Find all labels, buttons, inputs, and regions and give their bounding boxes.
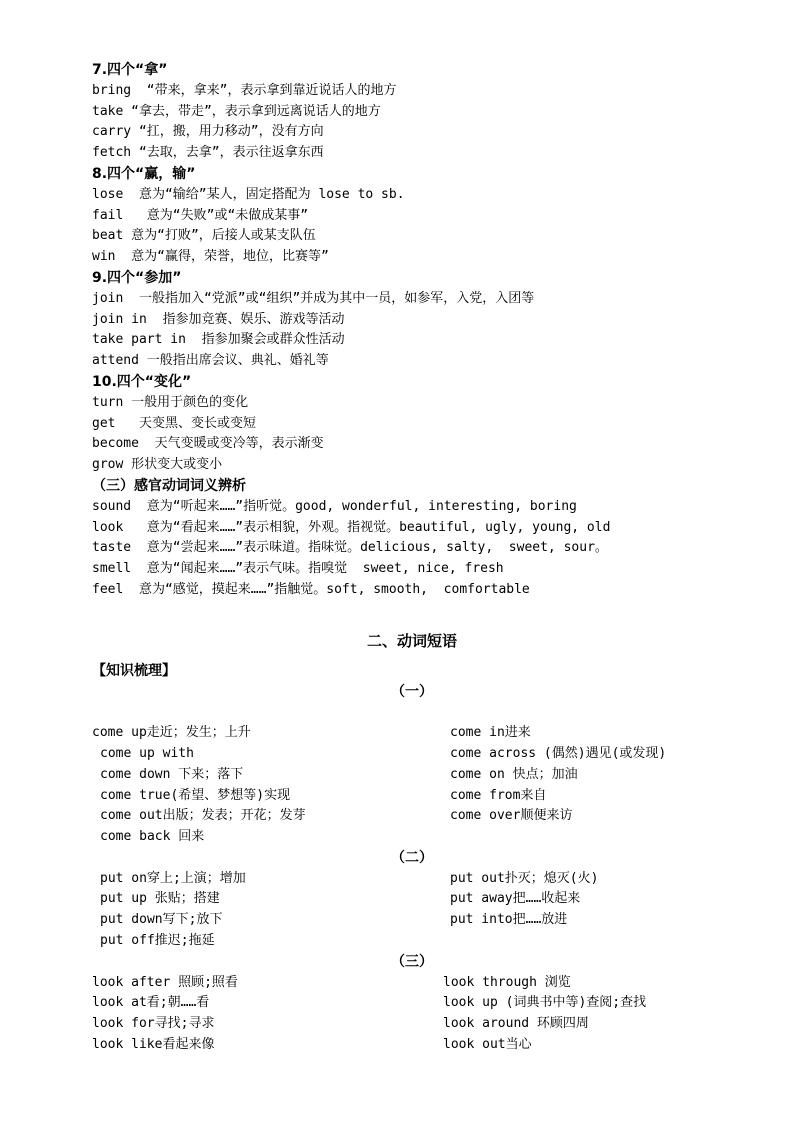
phrase-item: look for寻找;寻求: [92, 1016, 215, 1032]
sec7-item: carry “扛，搬，用力移动”，没有方向: [92, 124, 324, 140]
sec8-item: lose 意为“输给”某人，固定搭配为 lose to sb.: [92, 186, 405, 202]
phrase-item: come in进来: [450, 725, 531, 741]
phrase-item: come up走近；发生；上升: [92, 725, 251, 741]
sec8-item: beat 意为“打败”，后接人或某支队伍: [92, 228, 316, 244]
section-8-title: 8.四个“赢，输”: [92, 165, 196, 182]
phrase-item: put down写下;放下: [100, 912, 223, 928]
phrase-item: look out当心: [443, 1037, 532, 1053]
group-3-rows: [92, 973, 732, 1056]
sec10-item: get 天变黑、变长或变短: [92, 415, 256, 431]
phrase-item: put up 张贴；搭建: [100, 891, 220, 907]
sec9-item: join in 指参加竞赛、娱乐、游戏等活动: [92, 311, 345, 327]
section-9-title: 9.四个“参加”: [92, 269, 182, 286]
knowledge-heading: 【知识梳理】: [92, 662, 176, 679]
sec9-item: join 一般指加入“党派”或“组织”并成为其中一员，如参军，入党，入团等: [92, 290, 535, 306]
phrase-item: look around 环顾四周: [443, 1016, 589, 1032]
group-1-label: （一）: [391, 683, 433, 700]
phrase-item: put on穿上;上演；增加: [100, 870, 246, 886]
sense-item: look 意为“看起来……”表示相貌，外观。指视觉。beautiful, ugly, young, old: [92, 519, 611, 535]
sec9-item: attend 一般指出席会议、典礼、婚礼等: [92, 353, 329, 369]
section-7-title: 7.四个“拿”: [92, 62, 168, 78]
phrase-item: come true(希望、梦想等)实现: [100, 787, 291, 803]
sec7-item: fetch “去取，去拿”，表示往返拿东西: [92, 145, 324, 161]
group-3-label: （三）: [391, 953, 433, 970]
group-2-rows: [92, 869, 732, 952]
phrase-item: come up with: [100, 745, 194, 761]
sec7-item: take “拿去，带走”，表示拿到远离说话人的地方: [92, 103, 381, 119]
phrase-item: come over顺便来访: [450, 808, 573, 824]
sec8-item: win 意为“赢得，荣誉，地位，比赛等”: [92, 249, 329, 265]
sense-item: sound 意为“听起来……”指听觉。good, wonderful, interesting, boring: [92, 498, 577, 514]
phrase-item: put out扑灭；熄灭(火): [450, 870, 599, 886]
phrase-item: put into把……放进: [450, 912, 568, 928]
sense-verbs-title: （三）感官动词词义辨析: [92, 477, 246, 494]
group-1-rows: [92, 723, 732, 848]
phrase-item: look through 浏览: [443, 974, 571, 990]
document-page: [92, 60, 732, 1056]
sense-item: smell 意为“闻起来……”表示气味。指嗅觉 sweet, nice, fresh: [92, 561, 504, 577]
phrase-item: come back 回来: [100, 829, 205, 845]
group-2-label: （二）: [391, 849, 433, 866]
sec10-item: grow 形状变大或变小: [92, 457, 223, 473]
sense-item: feel 意为“感觉，摸起来……”指触觉。soft, smooth, comfortable: [92, 581, 530, 597]
phrase-item: look at看;朝……看: [92, 995, 210, 1011]
phrase-item: look up (词典书中等)查阅;查找: [443, 995, 647, 1011]
sec7-item: bring “带来，拿来”，表示拿到靠近说话人的地方: [92, 82, 397, 98]
sec10-item: become 天气变暖或变冷等，表示渐变: [92, 436, 324, 452]
phrase-item: put away把……收起来: [450, 891, 581, 907]
phrase-item: come down 下来；落下: [100, 766, 244, 782]
phrase-item: look like看起来像: [92, 1037, 215, 1053]
sec9-item: take part in 指参加聚会或群众性活动: [92, 332, 345, 348]
phrase-item: come on 快点；加油: [450, 766, 578, 782]
phrase-item: put off推迟;拖延: [100, 933, 215, 949]
phrase-item: look after 照顾;照看: [92, 974, 238, 990]
section-10-title: 10.四个“变化”: [92, 373, 192, 390]
part-2-title: 二、动词短语: [366, 631, 457, 650]
phrase-item: come across (偶然)遇见(或发现): [450, 745, 667, 761]
sec10-item: turn 一般用于颜色的变化: [92, 394, 249, 410]
phrase-item: come out出版；发表；开花；发芽: [100, 808, 306, 824]
phrase-item: come from来自: [450, 787, 547, 803]
sense-item: taste 意为“尝起来……”表示味道。指味觉。delicious, salty, sweet, sour。: [92, 540, 608, 556]
sec8-item: fail 意为“失败”或“未做成某事”: [92, 207, 309, 223]
